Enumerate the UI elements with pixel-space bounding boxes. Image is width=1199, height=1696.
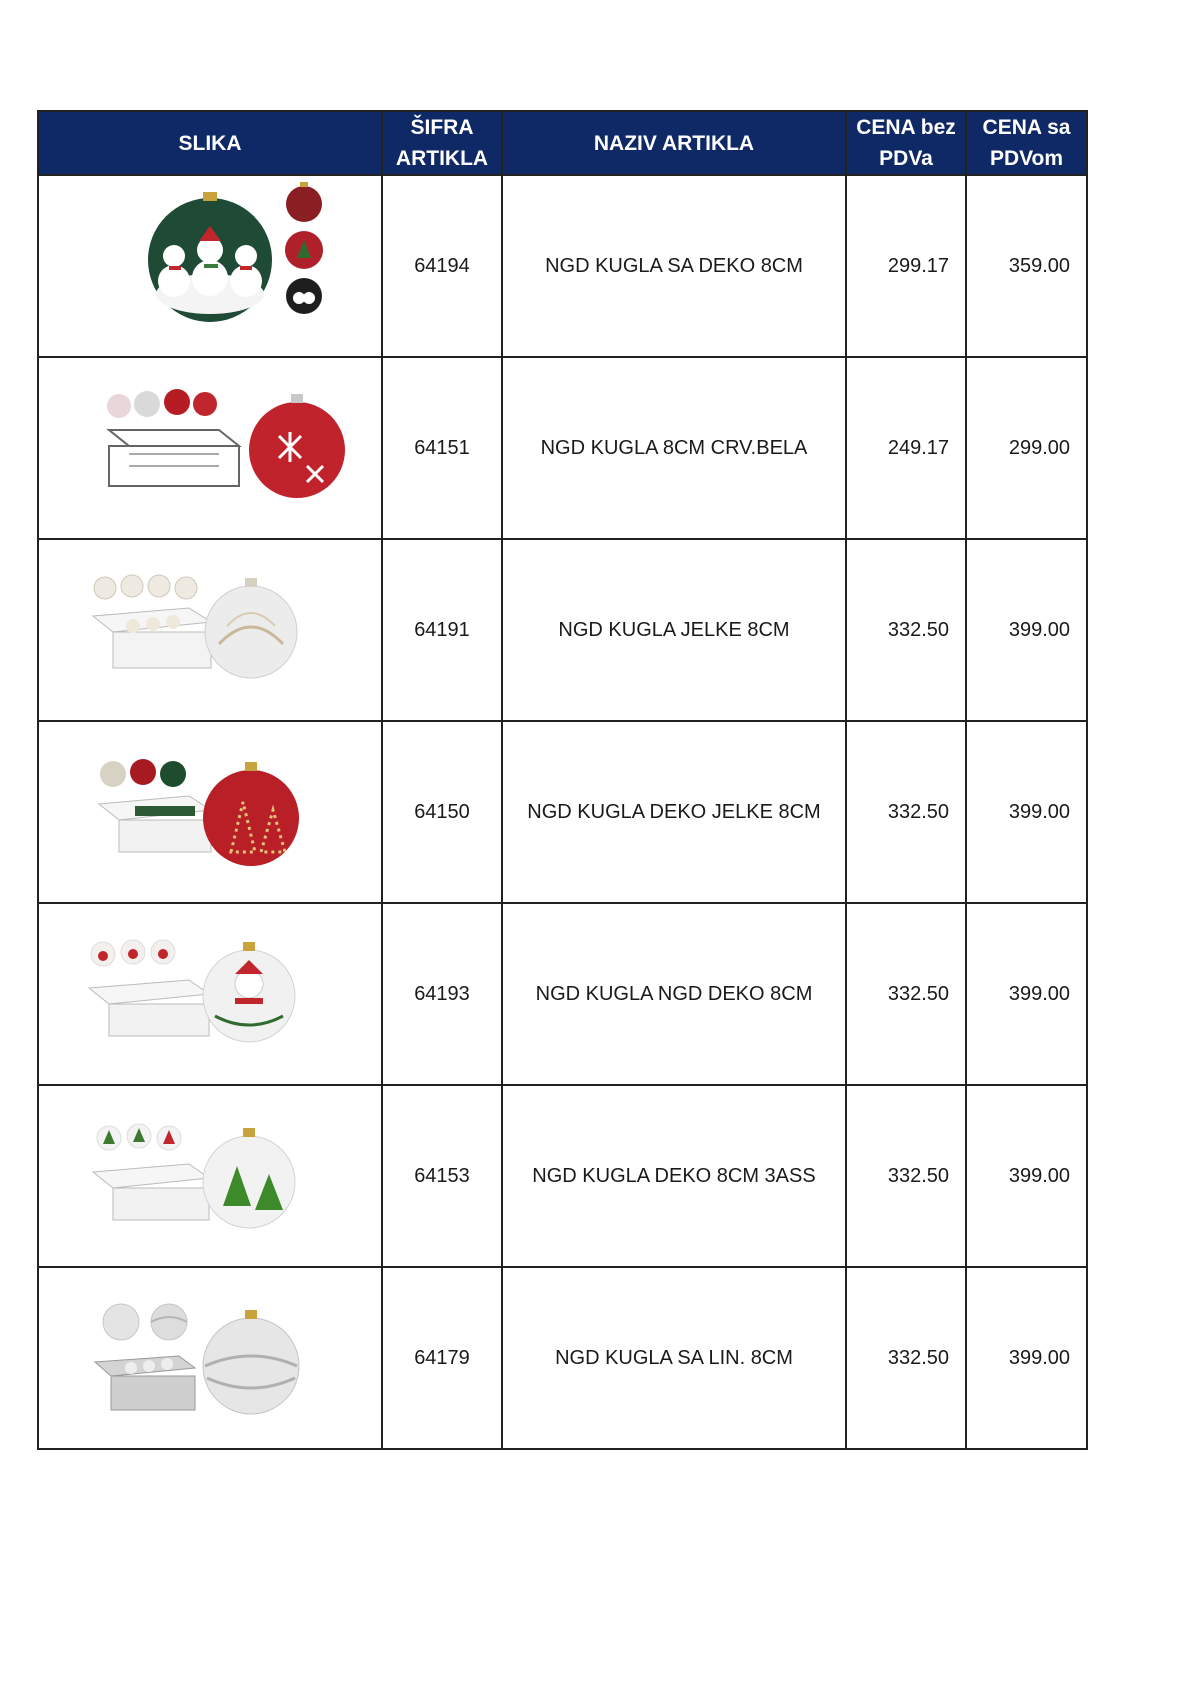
product-name: NGD KUGLA SA LIN. 8CM	[502, 1267, 846, 1449]
price-table	[37, 110, 1088, 1450]
product-name: NGD KUGLA NGD DEKO 8CM	[502, 903, 846, 1085]
product-code: 64153	[382, 1085, 502, 1267]
product-code: 64191	[382, 539, 502, 721]
snowflake-ornament-image	[39, 358, 379, 538]
green-tree-ornament-image	[39, 1086, 379, 1266]
price-gross: 399.00	[966, 1085, 1087, 1267]
table-row	[38, 903, 1087, 1085]
product-name: NGD KUGLA DEKO JELKE 8CM	[502, 721, 846, 903]
price-list-sheet	[37, 110, 1088, 1450]
product-image-cell	[38, 539, 382, 721]
white-tree-ornament-image	[39, 540, 379, 720]
price-gross: 399.00	[966, 721, 1087, 903]
product-code: 64193	[382, 903, 502, 1085]
header-image: SLIKA	[38, 111, 382, 175]
price-gross: 399.00	[966, 539, 1087, 721]
product-code: 64150	[382, 721, 502, 903]
header-row	[38, 111, 1087, 175]
product-image-cell	[38, 1085, 382, 1267]
product-name: NGD KUGLA SA DEKO 8CM	[502, 175, 846, 357]
table-row	[38, 539, 1087, 721]
table-row	[38, 357, 1087, 539]
product-image-cell	[38, 357, 382, 539]
product-code: 64194	[382, 175, 502, 357]
price-gross: 359.00	[966, 175, 1087, 357]
price-net: 332.50	[846, 903, 966, 1085]
snowman-santa-ornament-image	[39, 904, 379, 1084]
product-image-cell	[38, 175, 382, 357]
table-row	[38, 1085, 1087, 1267]
silver-line-ornament-image	[39, 1268, 379, 1448]
header-price-gross: CENA sa PDVom	[966, 111, 1087, 175]
product-name: NGD KUGLA 8CM CRV.BELA	[502, 357, 846, 539]
header-name: NAZIV ARTIKLA	[502, 111, 846, 175]
snowman-ornament-image	[39, 176, 379, 356]
price-net: 332.50	[846, 1267, 966, 1449]
price-net: 249.17	[846, 357, 966, 539]
header-code: ŠIFRA ARTIKLA	[382, 111, 502, 175]
product-image-cell	[38, 903, 382, 1085]
table-row	[38, 175, 1087, 357]
price-gross: 399.00	[966, 1267, 1087, 1449]
price-net: 332.50	[846, 1085, 966, 1267]
table-row	[38, 1267, 1087, 1449]
price-net: 332.50	[846, 721, 966, 903]
product-code: 64151	[382, 357, 502, 539]
red-tree-ornament-image	[39, 722, 379, 902]
product-name: NGD KUGLA JELKE 8CM	[502, 539, 846, 721]
product-image-cell	[38, 1267, 382, 1449]
product-code: 64179	[382, 1267, 502, 1449]
price-gross: 399.00	[966, 903, 1087, 1085]
product-image-cell	[38, 721, 382, 903]
price-net: 332.50	[846, 539, 966, 721]
header-price-net: CENA bez PDVa	[846, 111, 966, 175]
product-name: NGD KUGLA DEKO 8CM 3ASS	[502, 1085, 846, 1267]
price-net: 299.17	[846, 175, 966, 357]
price-gross: 299.00	[966, 357, 1087, 539]
table-row	[38, 721, 1087, 903]
